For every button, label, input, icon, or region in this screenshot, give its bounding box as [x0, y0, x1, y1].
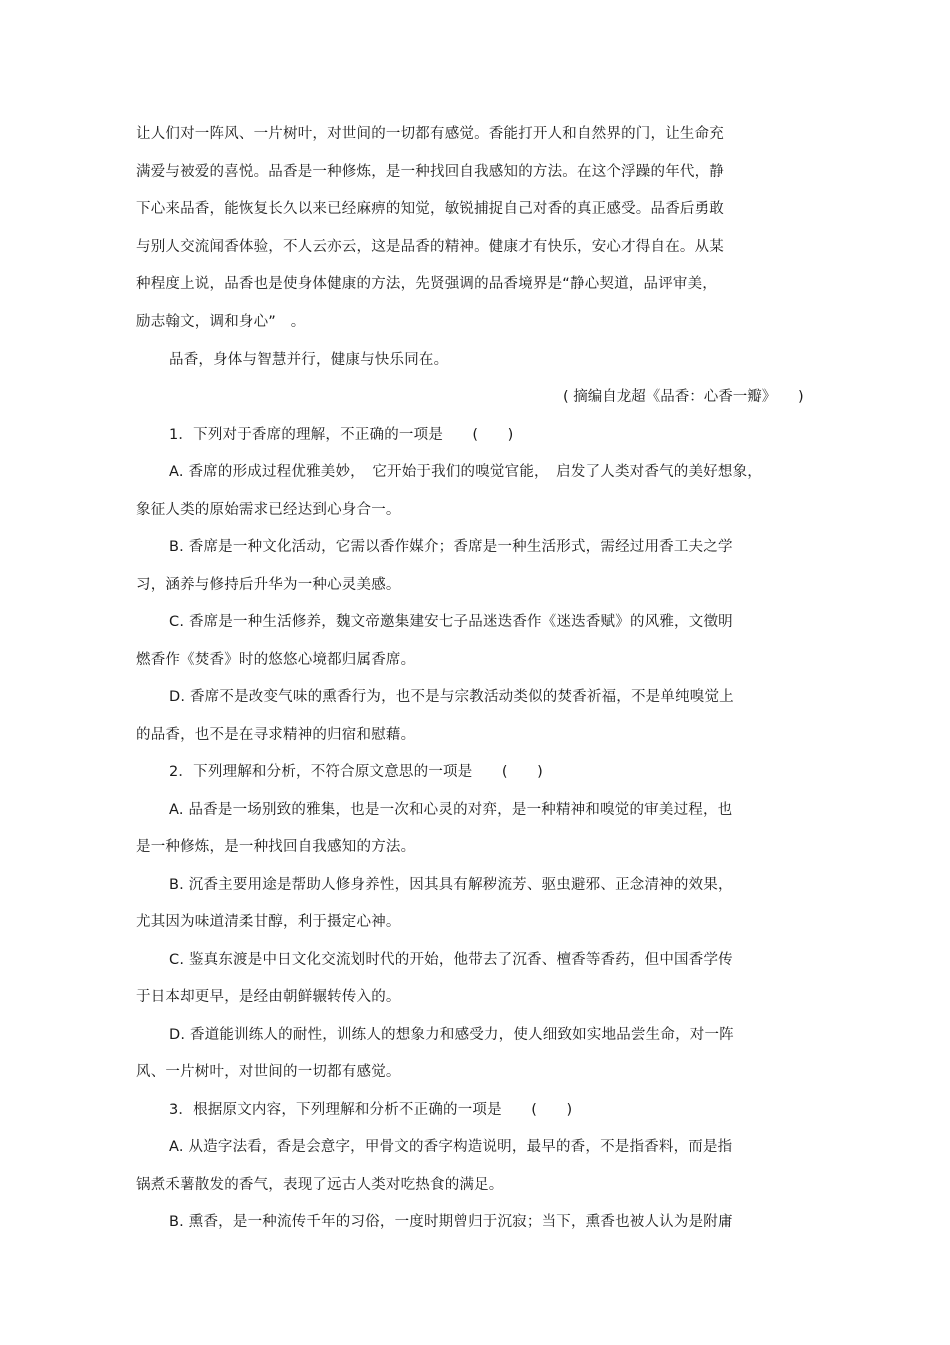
option-line: 象征人类的原始需求已经达到心身合一。	[136, 502, 401, 518]
option-line: D. 香道能训练人的耐性，训练人的想象力和感受力，使人细致如实地品尝生命，对一阵	[169, 1027, 734, 1043]
option-line: A. 香席的形成过程优雅美妙， 它开始于我们的嗅觉官能， 启发了人类对香气的美好想象，	[169, 464, 762, 480]
passage-line: 种程度上说，品香也是使身体健康的方法，先贤强调的品香境界是“静心契道，品评审美，	[136, 276, 718, 292]
option-line: 尤其因为味道清柔甘醇，利于摄定心神。	[136, 914, 401, 930]
passage-line: 励志翰文，调和身心” 。	[136, 314, 306, 330]
option-line: 习，涵养与修持后升华为一种心灵美感。	[136, 577, 401, 593]
option-line: C. 鉴真东渡是中日文化交流划时代的开始，他带去了沉香、檀香等香药，但中国香学传	[169, 952, 733, 968]
passage-line: 让人们对一阵风、一片树叶，对世间的一切都有感觉。香能打开人和自然界的门，让生命充	[136, 126, 724, 142]
option-line: A. 品香是一场别致的雅集，也是一次和心灵的对弈，是一种精神和嗅觉的审美过程，也	[169, 802, 733, 818]
option-line: B. 香席是一种文化活动，它需以香作媒介；香席是一种生活形式，需经过用香工夫之学	[169, 539, 733, 555]
option-line: A. 从造字法看，香是会意字，甲骨文的香字构造说明，最早的香，不是指香料，而是指	[169, 1139, 733, 1155]
question-stem: 2．下列理解和分析，不符合原文意思的一项是 ( )	[169, 764, 543, 780]
option-line: B. 熏香，是一种流传千年的习俗，一度时期曾归于沉寂；当下，熏香也被人认为是附庸	[169, 1214, 733, 1230]
question-stem: 1．下列对于香席的理解，不正确的一项是 ( )	[169, 427, 514, 443]
option-line: 风、一片树叶，对世间的一切都有感觉。	[136, 1064, 401, 1080]
option-line: 燃香作《焚香》时的悠悠心境都归属香席。	[136, 652, 416, 668]
option-line: 的品香，也不是在寻求精神的归宿和慰藉。	[136, 727, 416, 743]
passage-line: 满爱与被爱的喜悦。品香是一种修炼，是一种找回自我感知的方法。在这个浮躁的年代，静	[136, 164, 724, 180]
option-line: C. 香席是一种生活修养，魏文帝邀集建安七子品迷迭香作《迷迭香赋》的风雅，文徵明	[169, 614, 733, 630]
option-line: 锅煮禾薯散发的香气，表现了远古人类对吃热食的满足。	[136, 1177, 504, 1193]
passage-line: 下心来品香，能恢复长久以来已经麻痹的知觉，敏锐捕捉自己对香的真正感受。品香后勇敢	[136, 201, 724, 217]
option-line: 于日本却更早，是经由朝鲜辗转传入的。	[136, 989, 401, 1005]
passage-line: 与别人交流闻香体验，不人云亦云，这是品香的精神。健康才有快乐，安心才得自在。从某	[136, 239, 724, 255]
passage-source: ( 摘编自龙超《品香：心香一瓣》 )	[563, 389, 804, 405]
passage-closing: 品香，身体与智慧并行，健康与快乐同在。	[169, 352, 449, 368]
option-line: 是一种修炼，是一种找回自我感知的方法。	[136, 839, 416, 855]
option-line: B. 沉香主要用途是帮助人修身养性，因其具有解秽流芳、驱虫避邪、正念清神的效果，	[169, 877, 733, 893]
question-stem: 3．根据原文内容，下列理解和分析不正确的一项是 ( )	[169, 1102, 573, 1118]
option-line: D. 香席不是改变气味的熏香行为，也不是与宗教活动类似的焚香祈福，不是单纯嗅觉上	[169, 689, 734, 705]
